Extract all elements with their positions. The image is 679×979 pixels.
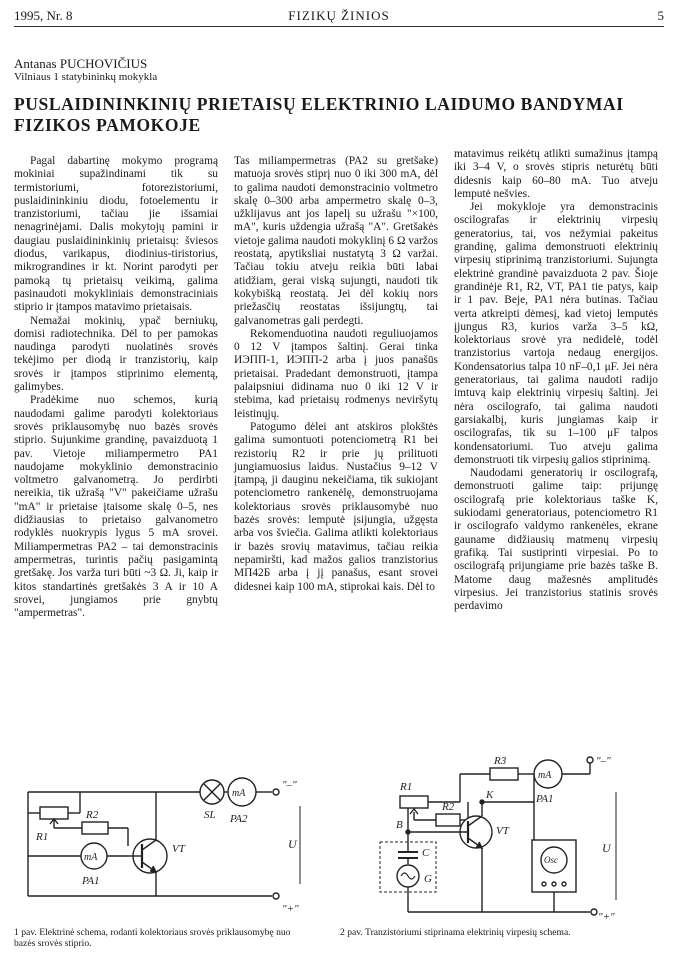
text-column-1	[14, 155, 218, 620]
figure-2-caption: 2 pav. Tranzistoriumi stiprinama elektrinių virpesių schema.	[340, 927, 571, 938]
author-affiliation: Vilniaus 1 statybininkų mokykla	[14, 71, 158, 83]
label-plus: "+"	[598, 911, 615, 922]
label-R1: R1	[400, 781, 413, 793]
label-PA1: PA1	[536, 793, 554, 805]
paragraph: matavimus reikėtų atlikti sumažinus įtampą iki 3–4 V, o srovės stipris neturėtų būti didesnis kaip 60–80 mA. Tuo atveju lemputė nešvies.	[454, 148, 658, 200]
label-plus: "+"	[282, 903, 299, 915]
label-C: C	[422, 847, 430, 859]
figure-2-circuit	[340, 752, 640, 922]
label-G: G	[424, 873, 432, 885]
label-U: U	[288, 837, 297, 851]
label-R3: R3	[494, 755, 507, 767]
label-minus: "–"	[596, 755, 611, 767]
label-mA: mA	[538, 770, 552, 781]
paragraph: Tas miliampermetras (PA2 su gretšake) matuoja srovės stiprį nuo 0 iki 300 mA, dėl to galima naudoti demonstracinio voltmetro skalę 0–300 arba ampermetro skalę 0–3, užklijavus ant jos lapelį su užrašu "×100, mA", kuris uždengia užrašą "A". Gretšakės vietoje galima naudoti mokyklinį 6 Ω varžos reostatą, apytiksliai nustatytą 3 Ω varžai. Tačiau tokiu atveju reikia būti labai atidžiam, gerai viską sujungti, naudoti tik kokybišką reostatą. Jei dėl kokių nors priežasčių reostatas išsijungtų, tai galvanometras gali perdegti.	[234, 155, 438, 327]
label-mA-pa1: mA	[84, 852, 98, 863]
paragraph: Jei mokykloje yra demonstracinis oscilografas ir elektrinių virpesių generatorius, tai, vos nežymiai pakeitus grandinę, galima demonstruoti elektrinių virpesių stiprinimą tranzistoriumi. Sujungta elektrinė grandinė pavaizduota 2 pav. Šioje grandinėje R1, R2, VT, PA1 tie patys, kaip ir 1 pav. Bejе, PA1 nėra butinas. Tačiau verta atkreipti dėmesį, kad vietoj lemputės įjungus R3, kurios varža 3–5 kΩ, kolektoriaus srovė yra nedidelė, todėl tranzistorius vartoja nedaug energijos. Kondensatorius talpa 10 nF–0,1 μF. Jei nėra generatoriaus, tai galima naudoti radijo imtuvą kaip elektrinių virpesių šaltinį. Jei nėra oscilografo, tai galima naudoti garsiakalbį, kuris jungiamas kaip ir oscilografas, tik su 1–100 μF talpos kondensatoriumi. Tuo atveju galima demonstruoti tik virpesių galios stiprinimą.	[454, 201, 658, 466]
figure-1-circuit	[10, 756, 330, 921]
paragraph: Pagal dabartinę mokymo programą mokiniai supažindinami tik su termistoriumi, fotorezistoriumi, puslaidininkiniu diodu, fotoelementu ir tranzistoriumi, tačiau jie išsamiai nenagrinėjami. Dalis mokytojų pamini ir daugiau puslaidininkinių prietaisų: šviesos diodus, varikapus, diodinius-tiristorius, mikrograndines ir kt. Norint parodyti per pamoką tų prietaisų veikimą, galima pasinaudoti mokykliniais demonstraciniais stiprio ir įtampos matavimo prietaisais.	[14, 155, 218, 314]
label-U: U	[602, 841, 611, 855]
article-title: PUSLAIDININKINIŲ PRIETAISŲ ELEKTRINIO LAIDUMO BANDYMAI FIZIKOS PAMOKOJE	[14, 94, 624, 135]
label-minus: "–"	[282, 779, 297, 791]
label-R2: R2	[86, 809, 99, 821]
label-PA1: PA1	[82, 875, 100, 887]
paragraph: Patogumo dėlei ant atskiros plokštės galima sumontuoti potenciometrą R1 bei rezistorių R2 ir prie jų prilituoti jungiamuosius laidus. Nustačius 9–12 V įtampą, ji dauginu nekeičiama, tik sukiojant potenciometro rankenėlę, demonstruojama kolektoriaus srovės priklausomybė nuo bazės srovės: lemputė įsijungia, užgęsta arba vos šviečia. Galima atlikti kolektoriaus ir bazės srovių matavimus, tačiau reikia nepamiršti, kad mažos galios tranzistorius МП42Б arba į jį panašus, esant srovei didesnei kaip 100 mA, stiprokai kais. Dėl to	[234, 420, 438, 593]
paragraph: Pradėkime nuo schemos, kurią naudodami galime parodyti kolektoriaus srovės priklausomybę nuo bazės srovės stiprio. Sujunkime grandinę, pavaizduotą 1 pav. Vietoje miliampermetro PA1 naudojame mokyklinio demonstracinio voltmetro galvanometrą. Jo perdirbti nereikia, tik užrašą "V" pakeičiame užrašu "mA" ir prietaise įtaisome skalę 0–5, nes didžiausias to prietaiso galvanometro rodyklės nuokrypis lygus 5 mA srovei. Miliampermetras PA2 – tai demonstracinis ampermetras, turintis pačių pasigamintą gretšakę. Jos varža turi būti ~3 Ω. Ji, kaip ir kitos standartinės gretšakės 3 A ir 10 A srovei, jungiamos prie gnybtų "ampermetras".	[14, 394, 218, 620]
label-VT: VT	[496, 825, 509, 837]
label-mA-pa2: mA	[232, 788, 246, 799]
paragraph: Naudodami generatorių ir oscilografą, demonstruoti galime taip: prijungę oscilografą prie kolektoriaus taške K, sukiodami generatoriaus, potenciometro R1 ir oscilografo valdymo rankenėles, ekrane gaunamе didžiausių matmenų virpesių grafiką. Tai sustiprinti virpesiai. Po to oscilografą prijungiame prie bazės taške B. Matome daug mažesnės amplitudės virpesius. Jei tranzistorius statinis srovės perdavimo	[454, 467, 658, 613]
paragraph: Rekomenduotina naudoti reguliuojamos 0 12 V įtampos šaltinį. Gerai tinka ИЭПП-1, ИЭПП-2 arba į juos panašūs prietaisai. Pradedant demonstruoti, įtampa palaipsniui didinama nuo 0 iki 12 V ir stebima, kad prietaisų rodmenys neviršytų leistinųjų.	[234, 327, 438, 420]
running-header	[14, 6, 664, 27]
journal-name: FIZIKŲ ŽINIOS	[288, 8, 390, 23]
label-SL: SL	[204, 809, 216, 821]
issue-label: 1995, Nr. 8	[14, 8, 73, 23]
paragraph: Nemažai mokinių, ypač berniukų, domisi radiotechnika. Dėl to per pamokas naudinga parodyti nuolatinės srovės tekėjimo per diodą ir tranzistorių, kaip srovės ir įtampos stiprinimo elementą, galimybes.	[14, 314, 218, 394]
label-R1: R1	[36, 831, 49, 843]
label-Osc: Osc	[544, 855, 558, 865]
page-number: 5	[657, 8, 664, 23]
text-column-2	[234, 155, 438, 594]
text-column-3	[454, 148, 658, 613]
label-B: B	[396, 819, 403, 831]
figure-1-caption: 1 pav. Elektrinė schema, rodanti kolektoriaus srovės priklausomybę nuo bazės srovės stiprio.	[14, 927, 291, 949]
label-PA2: PA2	[230, 813, 248, 825]
label-VT: VT	[172, 843, 185, 855]
author-name: Antanas PUCHOVIČIUS	[14, 56, 148, 71]
label-R2: R2	[442, 801, 455, 813]
label-K: K	[486, 789, 494, 801]
